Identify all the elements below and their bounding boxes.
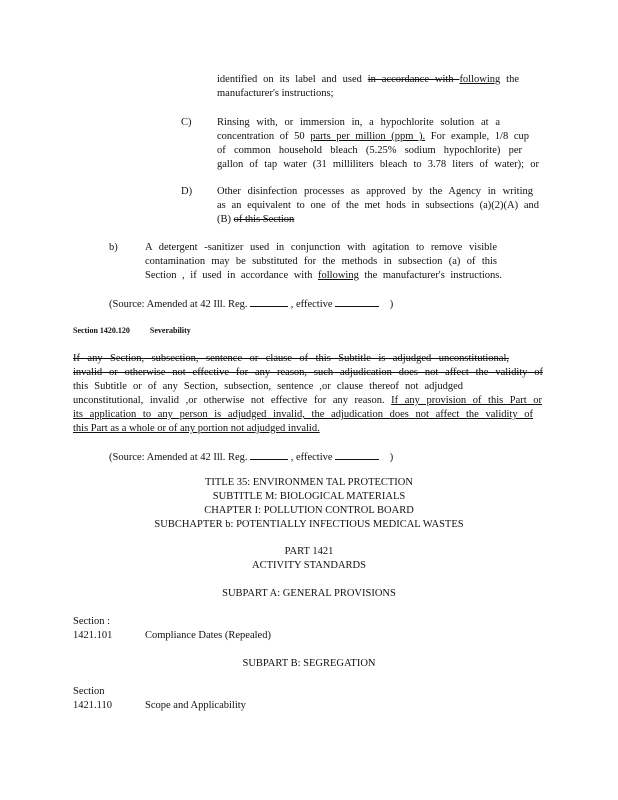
inserted-text: following	[317, 270, 359, 281]
date-blank	[335, 449, 379, 460]
para-b-line-2: contamination may be substituted for the methods in subsection (a) of this	[145, 256, 497, 267]
deleted-text: of this Section	[233, 214, 295, 225]
source-text: (Source: Amended at 42 Ill. Reg.	[109, 452, 248, 463]
text: the	[500, 74, 519, 85]
item-c-line-4: gallon of tap water (31 milliliters bleach to 3.78 liters of water); or	[217, 159, 539, 170]
item-c-line-1: Rinsing with, or immersion in, a hypochlorite solution at a	[217, 117, 500, 128]
severability-line-6: this Part as a whole or of any portion not adjudged invalid.	[73, 423, 320, 434]
paren: )	[389, 452, 394, 463]
date-blank	[335, 296, 379, 307]
toc-section-title-2: Scope and Applicability	[145, 700, 246, 711]
item-c-label: C)	[181, 117, 192, 128]
para-b-line-3	[145, 269, 502, 283]
section-number: Section 1420.120	[73, 326, 130, 335]
toc-section-label-2: Section	[73, 686, 105, 697]
severability-line-1: If any Section, subsection, sentence or clause of this Subtitle is adjudged unconstitutional,	[73, 353, 509, 364]
section-heading	[73, 324, 191, 338]
toc-section-number-1: 1421.101	[73, 630, 113, 641]
item-d-label: D)	[181, 186, 193, 197]
item-c-line-2	[217, 130, 529, 144]
text: For example, 1/8 cup	[425, 131, 529, 142]
item-d-line-1: Other disinfection processes as approved by the Agency in writing	[217, 186, 533, 197]
item-b-line-2: manufacturer's instructions;	[217, 88, 334, 99]
title-heading: TITLE 35: ENVIRONMEN TAL PROTECTION	[205, 477, 413, 488]
para-b-label: b)	[109, 242, 118, 253]
item-c-line-3: of common household bleach (5.25% sodium hypochlorite) per	[217, 145, 522, 156]
part-heading: PART 1421	[284, 546, 334, 557]
toc-section-label-1: Section :	[73, 616, 111, 627]
source-note-1	[109, 296, 393, 312]
subchapter-heading: SUBCHAPTER b: POTENTIALLY INFECTIOUS MEDICAL WASTES	[154, 519, 464, 530]
part-name-heading: ACTIVITY STANDARDS	[252, 560, 366, 571]
source-note-2	[109, 449, 393, 465]
text: concentration of 50	[217, 131, 311, 142]
section-title: Severability	[149, 326, 191, 335]
subpart-b-heading: SUBPART B: SEGREGATION	[242, 658, 376, 669]
severability-line-2: invalid or otherwise not effective for any reason, such adjudication does not affect the validity of	[73, 367, 543, 378]
toc-section-title-1: Compliance Dates (Repealed)	[145, 630, 271, 641]
text: (B)	[217, 214, 234, 225]
severability-line-3: this Subtitle or of any Section, subsection, sentence ,or clause thereof not adjudged	[73, 381, 463, 392]
reg-blank	[250, 296, 288, 307]
source-text: (Source: Amended at 42 Ill. Reg.	[109, 299, 248, 310]
inserted-text: following	[459, 74, 501, 85]
effective-text: , effective	[290, 452, 333, 463]
paren: )	[389, 299, 394, 310]
item-b-line-1	[217, 73, 519, 87]
chapter-heading: CHAPTER I: POLLUTION CONTROL BOARD	[204, 505, 414, 516]
effective-text: , effective	[290, 299, 333, 310]
text: identified on its label and used	[217, 74, 368, 85]
subpart-a-heading: SUBPART A: GENERAL PROVISIONS	[222, 588, 396, 599]
text: the manufacturer's instructions.	[358, 270, 502, 281]
severability-line-5: its application to any person is adjudged invalid, the adjudication does not affect the validity of	[73, 409, 533, 420]
inserted-text: parts per million (ppm ).	[310, 131, 426, 142]
toc-section-number-2: 1421.110	[73, 700, 112, 711]
item-d-line-2: as an equivalent to one of the met hods in subsections (a)(2)(A) and	[217, 200, 539, 211]
text: unconstitutional, invalid ,or otherwise not effective for any reason.	[73, 395, 392, 406]
subtitle-heading: SUBTITLE M: BIOLOGICAL MATERIALS	[212, 491, 406, 502]
item-d-line-3	[217, 213, 294, 227]
reg-blank	[250, 449, 288, 460]
para-b-line-1: A detergent -sanitizer used in conjunction with agitation to remove visible	[145, 242, 497, 253]
inserted-text: If any provision of this Part or	[391, 395, 542, 406]
deleted-text: in accordance with	[367, 74, 460, 85]
text: Section , if used in accordance with	[145, 270, 318, 281]
severability-line-4	[73, 394, 542, 408]
